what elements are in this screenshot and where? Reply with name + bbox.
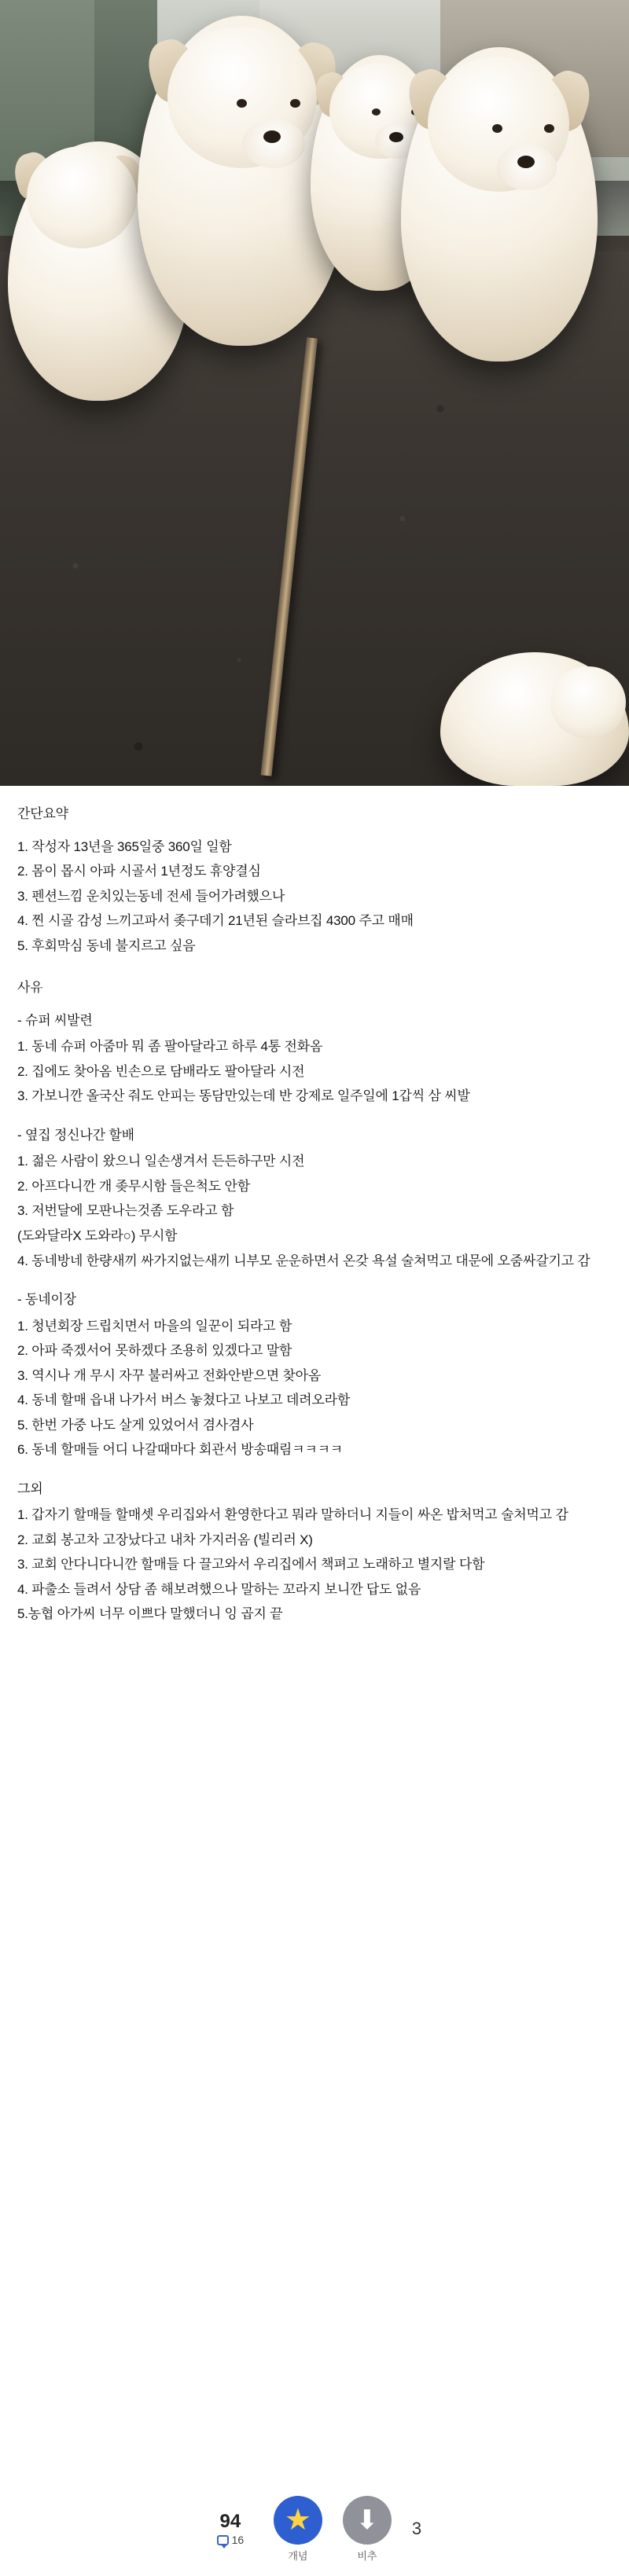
list-item: 2. 몸이 몹시 아파 시골서 1년정도 휴양결심 — [17, 864, 261, 879]
list-item: 5. 한번 가중 나도 살게 있었어서 겸사겸사 — [17, 1417, 254, 1433]
section-title-reason: 사유 — [17, 980, 43, 996]
upvote-button[interactable] — [274, 2496, 322, 2545]
list-item: 6. 동네 할매들 어디 나갈때마다 회관서 방송때림ㅋㅋㅋㅋ — [17, 1442, 344, 1458]
spacer — [17, 1275, 612, 1289]
group-heading: - 옆집 정신나간 할배 — [17, 1127, 134, 1143]
list-item: 1. 동네 슈퍼 아줌마 뭐 좀 팔아달라고 하루 4통 전화옴 — [17, 1039, 323, 1055]
downvote-label: 비추 — [357, 2549, 377, 2562]
puppy-eye — [492, 124, 502, 133]
list-item: 2. 교회 봉고차 고장났다고 내차 가지러옴 (빌리러 X) — [17, 1532, 313, 1547]
downvote-count: 3 — [411, 2519, 422, 2538]
list-item: 2. 아파 죽겠서어 못하겠다 조용히 있겠다고 말함 — [17, 1343, 292, 1359]
vote-bar — [0, 2490, 629, 2576]
section-reason — [17, 977, 612, 1625]
list-item: 5. 후회막심 동네 불지르고 싶음 — [17, 938, 196, 953]
list-item: 4. 찐 시골 감성 느끼고파서 좆구데기 21년된 슬라브집 4300 주고 매매 — [17, 913, 414, 929]
section-summary — [17, 803, 612, 956]
spacer — [17, 1464, 612, 1478]
reason-group-neighbor — [17, 1125, 612, 1271]
vote-count-block — [208, 2512, 253, 2547]
comment-icon — [217, 2535, 229, 2545]
list-item: 3. 펜션느낌 운치있는동네 전세 들어가려했으나 — [17, 888, 285, 904]
puppy-nose — [389, 132, 403, 142]
upvote-block[interactable] — [274, 2496, 322, 2563]
group-heading: 그외 — [17, 1481, 43, 1496]
list-item: 4. 동네방네 한량새끼 싸가지없는새끼 니부모 운운하면서 온갖 욕설 술쳐먹고 대문에 오줌싸갈기고 감 — [17, 1253, 590, 1268]
post-photo — [0, 0, 629, 786]
list-item: 2. 아프다니깐 개 좆무시함 들은척도 안함 — [17, 1178, 250, 1194]
puppies-photo-canvas — [0, 0, 629, 786]
list-item: 1. 젊은 사람이 왔으니 일손생겨서 든든하구만 시전 — [17, 1154, 305, 1169]
downvote-block[interactable] — [343, 2496, 392, 2563]
star-icon: ★ — [284, 2503, 311, 2537]
list-item: 3. 역시나 개 무시 자꾸 불러싸고 전화안받으면 찾아옴 — [17, 1367, 322, 1383]
section-title-summary: 간단요약 — [17, 806, 68, 821]
reason-group-super — [17, 1010, 612, 1107]
list-item: 2. 집에도 찾아옴 빈손으로 담배라도 팔아달라 시전 — [17, 1063, 305, 1079]
puppy-eye — [290, 99, 300, 108]
list-item: 5.농협 아가씨 너무 이쁘다 말했더니 잉 곱지 끝 — [17, 1606, 283, 1622]
puppy-eye — [544, 124, 554, 133]
puppy-head — [550, 666, 626, 739]
spacer — [17, 1110, 612, 1125]
summary-lines — [17, 836, 612, 957]
downvote-button[interactable] — [343, 2496, 392, 2545]
group-heading: - 동네이장 — [17, 1292, 76, 1308]
group-heading: - 슈퍼 씨발련 — [17, 1012, 93, 1028]
arrow-down-icon: ⬇ — [355, 2504, 379, 2535]
upvote-label: 개념 — [288, 2549, 308, 2562]
list-item: (도와달라X 도와라○) 무시함 — [17, 1227, 178, 1243]
puppy-muzzle — [242, 119, 305, 168]
puppy-head — [167, 27, 317, 168]
vote-up-count: 94 — [219, 2510, 241, 2532]
puppy-head — [428, 57, 569, 192]
list-item: 4. 파출소 들려서 상담 좀 해보려했으나 말하는 꼬라지 보니깐 답도 없음 — [17, 1581, 421, 1597]
list-item: 4. 동네 할매 읍내 나가서 버스 놓쳤다고 나보고 데려오라함 — [17, 1393, 351, 1408]
puppy-nose — [263, 130, 281, 143]
list-item: 3. 교회 안다니다니깐 할매들 다 끌고와서 우리집에서 책펴고 노래하고 별지랄 다함 — [17, 1557, 485, 1572]
puppy-eye — [372, 108, 381, 116]
list-item: 1. 작성자 13년을 365일중 360일 일함 — [17, 838, 232, 854]
comment-count-block — [217, 2534, 245, 2546]
puppy-nose — [517, 156, 535, 168]
comment-count: 16 — [231, 2534, 245, 2546]
list-item: 1. 갑자기 할매들 할매셋 우리집와서 환영한다고 뭐라 말하더니 지들이 싸온 밥처먹고 술처먹고 감 — [17, 1507, 568, 1523]
puppy-head — [27, 146, 137, 248]
post-body — [0, 786, 629, 1646]
reason-group-village-head — [17, 1289, 612, 1461]
puppy-right — [401, 47, 598, 361]
puppy-eye — [237, 99, 247, 108]
list-item: 1. 청년회장 드립치면서 마을의 일꾼이 되라고 함 — [17, 1318, 292, 1334]
list-item: 3. 가보니깐 올국산 줘도 안피는 똥담만있는데 반 강제로 일주일에 1갑씩 삼 씨발 — [17, 1088, 470, 1104]
list-item: 3. 저번달에 모판나는것좀 도우라고 함 — [17, 1203, 234, 1219]
reason-group-others — [17, 1478, 612, 1625]
